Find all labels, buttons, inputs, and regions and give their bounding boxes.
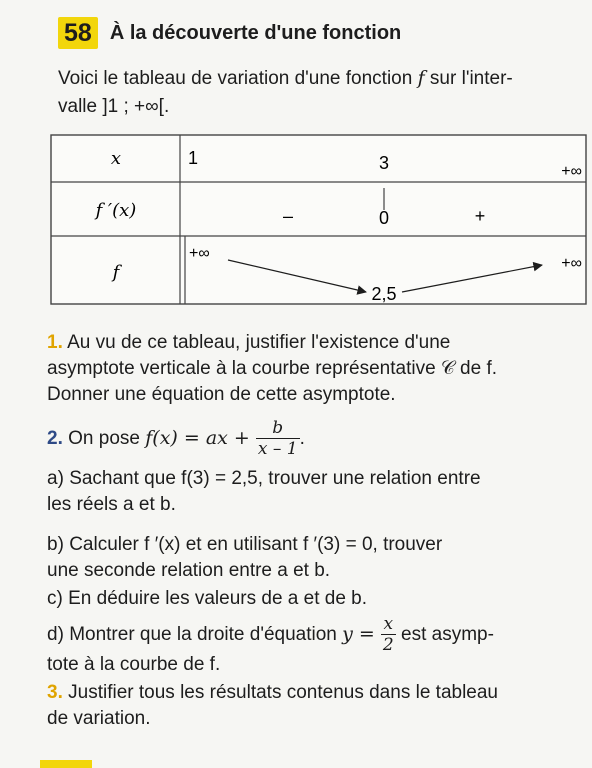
sign-zero: 0 <box>378 208 390 228</box>
question-2d-fraction <box>381 614 396 655</box>
intro-text-2: sur l'inter- <box>424 68 513 89</box>
variation-start-infinity: +∞ <box>189 245 210 262</box>
exercise-header <box>58 16 401 50</box>
question-1-number: 1. <box>47 332 63 353</box>
question-2-end: . <box>299 428 305 449</box>
exercise-intro <box>58 64 586 121</box>
question-2c-line-1: En déduire les valeurs de a et de b. <box>68 588 368 609</box>
question-1 <box>47 330 587 408</box>
question-2-fraction <box>256 418 300 459</box>
intro-var-f: f <box>417 67 425 89</box>
question-2c-label: c) <box>47 588 63 609</box>
question-2d <box>47 614 587 655</box>
exercise-number-badge: 58 <box>58 17 98 49</box>
sign-plus: + <box>474 206 486 226</box>
row-label-f: f <box>112 262 120 283</box>
question-2b-label: b) <box>47 534 64 555</box>
question-1-line-3: Donner une équation de cette asymptote. <box>47 384 396 405</box>
question-3 <box>47 680 587 732</box>
question-2d-text: Montrer que la droite d'équation <box>69 624 343 645</box>
question-2-number: 2. <box>47 428 63 449</box>
question-1-line-2: asymptote verticale à la courbe représentative 𝒞 de f. <box>47 358 498 379</box>
x-value-1: 1 <box>188 148 199 168</box>
question-2b <box>47 532 587 584</box>
variation-min-value: 2,5 <box>371 284 397 304</box>
fraction-denominator: x – 1 <box>257 439 298 460</box>
question-3-line-2: de variation. <box>47 708 151 729</box>
row-label-fprime: f ′(x) <box>95 200 137 221</box>
question-2a-line-1: Sachant que f(3) = 2,5, trouver une relation entre <box>69 468 481 489</box>
variation-table <box>50 134 588 306</box>
question-2d-continuation <box>47 652 587 678</box>
question-2a-line-2: les réels a et b. <box>47 494 176 515</box>
question-3-number: 3. <box>47 682 63 703</box>
question-3-line-1: Justifier tous les résultats contenus dans le tableau <box>68 682 498 703</box>
sign-minus: – <box>282 206 294 226</box>
question-2a-label: a) <box>47 468 64 489</box>
question-2d-line-2: tote à la courbe de f. <box>47 654 221 675</box>
question-2 <box>47 416 587 461</box>
question-2c <box>47 586 587 612</box>
question-2d-text-after: est asymp- <box>395 624 494 645</box>
x-value-infinity: +∞ <box>561 163 582 180</box>
fraction-denominator: 2 <box>382 635 394 656</box>
row-label-x: x <box>110 148 122 169</box>
question-2d-expression: y = <box>342 623 381 645</box>
variation-end-infinity: +∞ <box>561 255 582 272</box>
question-2a <box>47 466 587 518</box>
intro-text-3: valle ]1 ; +∞[. <box>58 96 170 117</box>
question-2d-label: d) <box>47 624 64 645</box>
question-2-text: On pose <box>68 428 146 449</box>
question-1-line-1: Au vu de ce tableau, justifier l'existence d'une <box>67 332 451 353</box>
exercise-title: À la découverte d'une fonction <box>109 21 402 44</box>
question-2-expression: f(x) = ax + <box>145 427 256 449</box>
question-2b-line-2: une seconde relation entre a et b. <box>47 560 331 581</box>
fraction-numerator: x <box>381 614 396 635</box>
question-2b-line-1: Calculer f ′(x) et en utilisant f ′(3) = 0, trouver <box>69 534 443 555</box>
x-value-3: 3 <box>378 153 390 173</box>
intro-text-1: Voici le tableau de variation d'une fonction <box>58 68 418 89</box>
fraction-numerator: b <box>256 418 300 439</box>
next-exercise-badge-fragment <box>40 760 92 768</box>
